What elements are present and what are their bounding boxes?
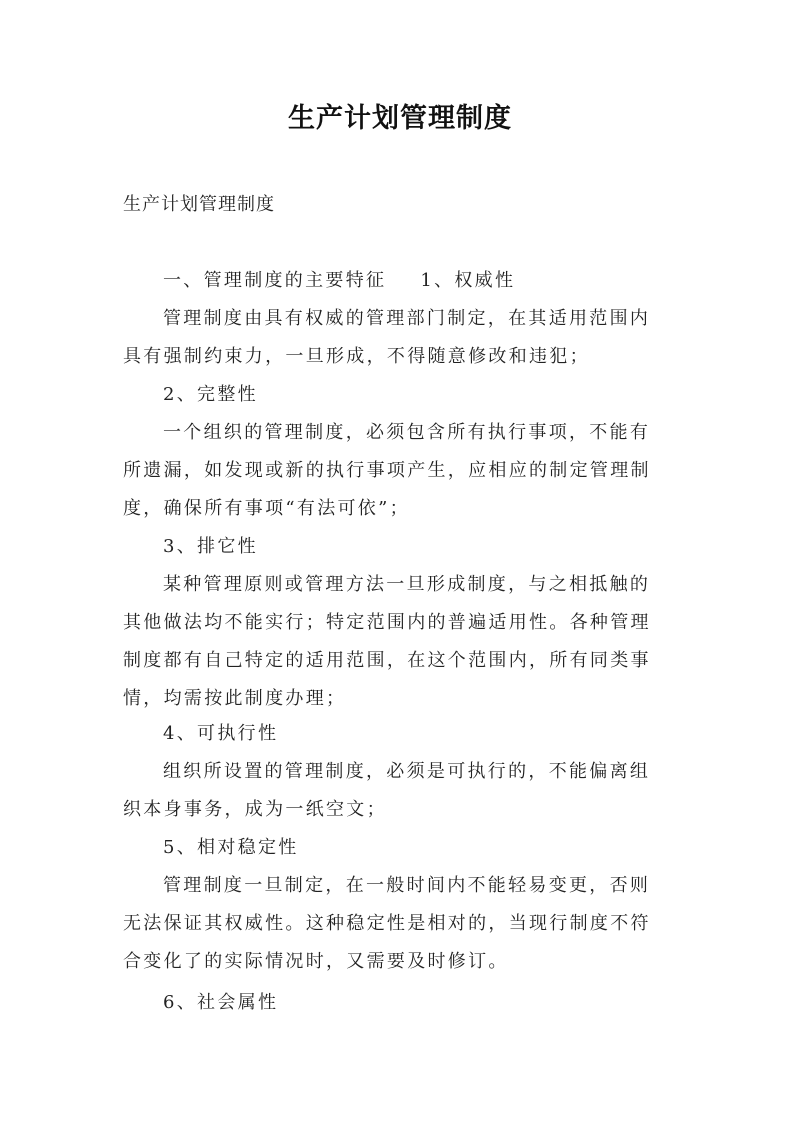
item-5-text-line-1: 管理制度一旦制定，在一般时间内不能轻易变更，否则 <box>163 875 651 896</box>
item-4-text-line-1: 组织所设置的管理制度，必须是可执行的，不能偏离组 <box>163 761 651 782</box>
document-title: 生产计划管理制度 <box>288 103 512 134</box>
item-3-text-line-2: 其他做法均不能实行；特定范围内的普遍适用性。各种管理 <box>123 612 651 633</box>
item-5-text-line-3: 合变化了的实际情况时，又需要及时修订。 <box>123 951 509 972</box>
item-3-heading: 3、排它性 <box>163 536 258 557</box>
item-1-text-line-1: 管理制度由具有权威的管理部门制定，在其适用范围内 <box>163 308 651 329</box>
item-3-text-line-1: 某种管理原则或管理方法一旦形成制度，与之相抵触的 <box>163 574 651 595</box>
section-heading-line <box>163 266 723 292</box>
section-heading: 一、管理制度的主要特征 <box>163 270 387 291</box>
document-subtitle: 生产计划管理制度 <box>123 194 275 215</box>
item-2-heading: 2、完整性 <box>163 384 258 405</box>
item-2-text-line-3: 度，确保所有事项“有法可依”； <box>123 498 410 519</box>
item-4-heading: 4、可执行性 <box>163 723 279 744</box>
item-3-text-line-3: 制度都有自己特定的适用范围，在这个范围内，所有同类事 <box>123 650 651 671</box>
item-3-text-line-4: 情，均需按此制度办理； <box>123 688 347 709</box>
item-1-heading: 1、权威性 <box>420 270 516 291</box>
item-2-text-line-2: 所遗漏，如发现或新的执行事项产生，应相应的制定管理制 <box>123 460 651 481</box>
item-5-heading: 5、相对稳定性 <box>163 837 299 858</box>
item-6-heading: 6、社会属性 <box>163 992 279 1013</box>
item-1-text-line-2: 具有强制约束力，一旦形成，不得随意修改和违犯； <box>123 346 590 367</box>
item-4-text-line-2: 织本身事务，成为一纸空文； <box>123 799 387 820</box>
item-2-text-line-1: 一个组织的管理制度，必须包含所有执行事项，不能有 <box>163 422 651 443</box>
item-5-text-line-2: 无法保证其权威性。这种稳定性是相对的，当现行制度不符 <box>123 913 651 934</box>
